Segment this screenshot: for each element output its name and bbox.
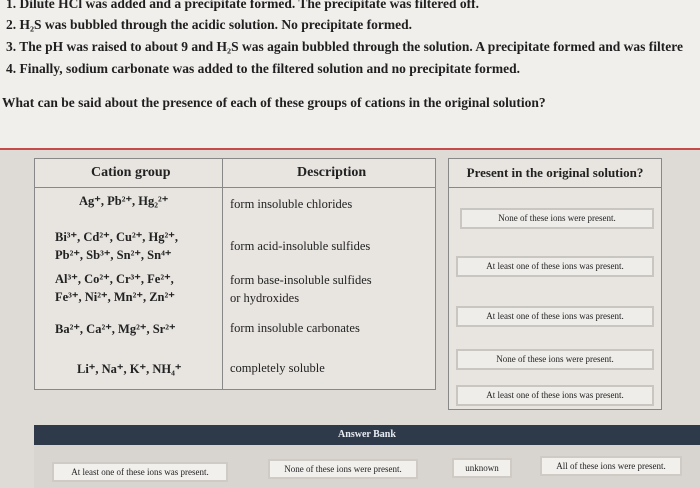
- question-panel: [0, 0, 700, 150]
- question-step-2: 2. H₂S was bubbled through the acidic solution. No precipitate formed.: [6, 17, 412, 32]
- description-1: form insoluble chlorides: [230, 197, 353, 211]
- present-column: [448, 158, 662, 410]
- cation-group-1: Ag⁺, Pb²⁺, Hg₂²⁺: [79, 194, 169, 208]
- description-5: completely soluble: [230, 361, 325, 375]
- answer-slot-1[interactable]: None of these ions were present.: [460, 208, 654, 229]
- description-2: form acid-insoluble sulfides: [230, 239, 371, 253]
- table-header-row: [35, 159, 435, 188]
- answer-slot-2[interactable]: At least one of these ions was present.: [456, 256, 654, 277]
- description-3-line-2: or hydroxides: [230, 291, 300, 305]
- divider: [0, 148, 700, 150]
- cation-table: [34, 158, 436, 390]
- answer-slot-4[interactable]: None of these ions were present.: [456, 349, 654, 370]
- description-4: form insoluble carbonates: [230, 321, 360, 335]
- cation-group-5: Li⁺, Na⁺, K⁺, NH₄⁺: [77, 362, 182, 376]
- header-cation-group: Cation group: [91, 165, 171, 180]
- question-step-4: 4. Finally, sodium carbonate was added to the filtered solution and no precipitate formed.: [6, 61, 521, 76]
- question-prompt: What can be said about the presence of each of these groups of cations in the original solution?: [2, 95, 546, 110]
- question-step-1: 1. Dilute HCl was added and a precipitate formed. The precipitate was filtered off.: [6, 0, 479, 11]
- answer-bank-header: Answer Bank: [34, 425, 700, 445]
- description-3-line-1: form base-insoluble sulfides: [230, 273, 372, 287]
- header-description: Description: [297, 165, 367, 180]
- cation-group-2-line-2: Pb²⁺, Sb³⁺, Sn²⁺, Sn⁴⁺: [55, 248, 172, 262]
- cation-group-3-line-2: Fe³⁺, Ni²⁺, Mn²⁺, Zn²⁺: [55, 290, 175, 304]
- answer-slot-3[interactable]: At least one of these ions was present.: [456, 306, 654, 327]
- bank-chip-none[interactable]: None of these ions were present.: [268, 459, 418, 479]
- answer-slot-5[interactable]: At least one of these ions was present.: [456, 385, 654, 406]
- question-step-3: 3. The pH was raised to about 9 and H₂S was again bubbled through the solution. A precipitate formed and was filtere: [6, 39, 684, 54]
- header-present: Present in the original solution?: [449, 159, 661, 188]
- cation-group-4: Ba²⁺, Ca²⁺, Mg²⁺, Sr²⁺: [55, 322, 176, 336]
- column-divider: [222, 159, 223, 389]
- bank-chip-at-least-one[interactable]: At least one of these ions was present.: [52, 462, 228, 482]
- cation-group-2-line-1: Bi³⁺, Cd²⁺, Cu²⁺, Hg²⁺,: [55, 230, 178, 244]
- cation-group-3-line-1: Al³⁺, Co²⁺, Cr³⁺, Fe²⁺,: [55, 272, 174, 286]
- bank-chip-unknown[interactable]: unknown: [452, 458, 512, 478]
- bank-chip-all[interactable]: All of these ions were present.: [540, 456, 682, 476]
